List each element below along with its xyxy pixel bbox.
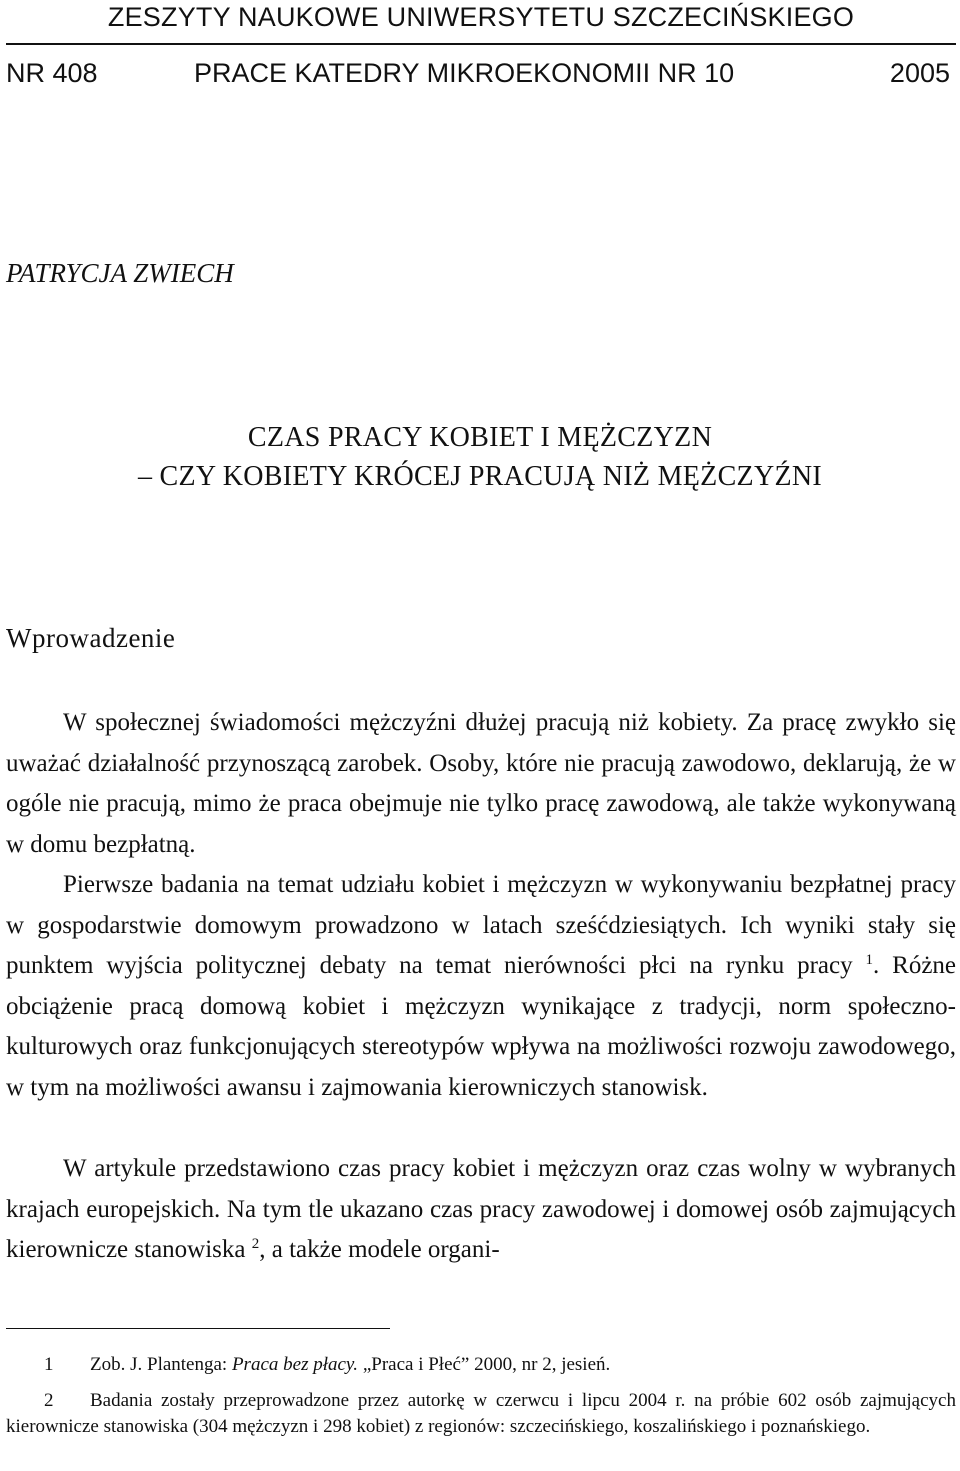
issue-year: 2005: [889, 58, 950, 88]
article-title-line-1: CZAS PRACY KOBIET I MĘŻCZYZN: [247, 422, 713, 453]
journal-title: ZESZYTY NAUKOWE UNIWERSYTETU SZCZECIŃSKIEGO: [107, 2, 855, 32]
issue-number: NR 408: [6, 58, 98, 88]
footnote-1-text-b: „Praca i Płeć” 2000, nr 2, jesień.: [358, 1354, 611, 1375]
header-rule: [6, 43, 956, 45]
section-heading: Wprowadzenie: [6, 623, 176, 653]
author-name: PATRYCJA ZWIECH: [6, 258, 234, 288]
paragraph-1: W społecznej świadomości mężczyźni dłużej pracują niż kobiety. Za pracę zwykło się uważać działalność przynoszącą zarobek. Osoby, które nie pracują zawodowo, deklarują, że w ogóle nie pracują, mimo że praca obejmuje nie tylko pracę zawodową, ale także wykonywaną w domu bezpłatną.: [6, 709, 956, 858]
paragraph-3: [6, 1149, 956, 1271]
paragraph-2-text-a: Pierwsze badania na temat udziału kobiet i mężczyzn w wykonywaniu bezpłatnej pracy w gospodarstwie domowym prowadzono w latach sześćdziesiątych. Ich wyniki stały się punktem wyjścia politycznej debaty na temat nierówności płci na rynku pracy: [6, 871, 956, 979]
footnote-ref-1: 1: [865, 952, 874, 968]
footnote-2-number: 2: [44, 1390, 54, 1411]
footnote-1: [6, 1352, 956, 1378]
series-name: PRACE KATEDRY MIKROEKONOMII NR 10: [194, 58, 735, 88]
footnote-ref-2: 2: [251, 1236, 260, 1252]
paragraph-3-text-a: W artykule przedstawiono czas pracy kobiet i mężczyzn oraz czas wolny w wybranych krajach europejskich. Na tym tle ukazano czas pracy zawodowej i domowej osób zajmujących kierownicze stanowiska: [6, 1155, 956, 1263]
footnote-1-italic-title: Praca bez płacy.: [231, 1354, 359, 1375]
footnote-2-text: Badania zostały przeprowadzone przez autorkę w czerwcu i lipcu 2004 r. na próbie 602 osób zajmujących kierownicze stanowiska (304 mężczyzn i 298 kobiet) z regionów: szczecińskiego, koszalińskiego i poznańskiego.: [6, 1390, 956, 1437]
footnote-2: [6, 1388, 956, 1440]
paragraph-2-text-b: . Różne obciążenie pracą domową kobiet i mężczyzn wynikające z tradycji, norm społeczno-kulturowych oraz funkcjonujących stereotypów wpływa na możliwości rozwoju zawodowego, w tym na możliwości awansu i zajmowania kierowniczych stanowisk.: [6, 952, 957, 1101]
paragraph-2: [6, 865, 956, 1108]
footnote-rule: [6, 1328, 390, 1329]
footnote-1-number: 1: [44, 1354, 54, 1375]
article-title-line-2: – CZY KOBIETY KRÓCEJ PRACUJĄ NIŻ MĘŻCZYŹNI: [137, 461, 823, 492]
footnote-1-text-a: Zob. J. Plantenga:: [90, 1354, 232, 1375]
paragraph-3-text-b: , a także modele organi-: [259, 1236, 500, 1263]
